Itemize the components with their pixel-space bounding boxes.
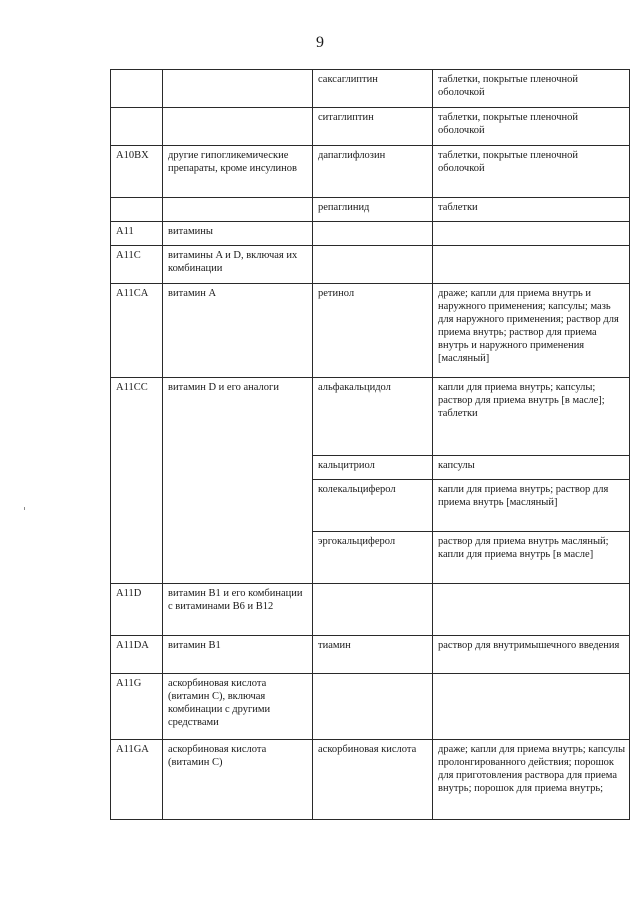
drug-name-cell: ситаглиптин — [313, 108, 433, 146]
dosage-form-cell: таблетки, покрытые пленочной оболочкой — [433, 70, 630, 108]
drug-name-cell: кальцитриол — [313, 456, 433, 480]
group-cell: аскорбиновая кислота (витамин C) — [163, 740, 313, 820]
table-row — [111, 636, 630, 674]
drug-name-cell: альфакальцидол — [313, 378, 433, 456]
group-cell: витамины — [163, 222, 313, 246]
table-row — [111, 222, 630, 246]
drug-name-cell — [313, 222, 433, 246]
table-row — [111, 108, 630, 146]
atc-code-cell: A11CA — [111, 284, 163, 378]
dosage-form-cell — [433, 246, 630, 284]
table-row — [111, 246, 630, 284]
atc-code-cell — [111, 198, 163, 222]
table-row — [111, 198, 630, 222]
atc-code-cell: A11GA — [111, 740, 163, 820]
drug-name-cell — [313, 674, 433, 740]
dosage-form-cell: драже; капли для приема внутрь и наружного применения; капсулы; мазь для наружного применения; раствор для приема внутрь; раствор для приема внутрь и наружного применения [масляный] — [433, 284, 630, 378]
table-row — [111, 378, 630, 456]
drug-name-cell: аскорбиновая кислота — [313, 740, 433, 820]
group-cell — [163, 198, 313, 222]
table-row — [111, 70, 630, 108]
dosage-form-cell: капли для приема внутрь; раствор для приема внутрь [масляный] — [433, 480, 630, 532]
group-cell: аскорбиновая кислота (витамин C), включая комбинации с другими средствами — [163, 674, 313, 740]
atc-code-cell — [111, 108, 163, 146]
group-cell: витамин B1 — [163, 636, 313, 674]
atc-code-cell — [111, 70, 163, 108]
table-row — [111, 674, 630, 740]
drug-name-cell — [313, 584, 433, 636]
drug-name-cell: дапаглифлозин — [313, 146, 433, 198]
table-row — [111, 146, 630, 198]
dosage-form-cell: таблетки — [433, 198, 630, 222]
drug-name-cell: тиамин — [313, 636, 433, 674]
scan-mark — [24, 507, 25, 510]
drug-name-cell: ретинол — [313, 284, 433, 378]
dosage-form-cell — [433, 584, 630, 636]
group-cell: витамин D и его аналоги — [163, 378, 313, 584]
atc-code-cell: A11CC — [111, 378, 163, 584]
atc-code-cell: A11G — [111, 674, 163, 740]
atc-code-cell: A11D — [111, 584, 163, 636]
table-row — [111, 584, 630, 636]
drug-table — [110, 69, 630, 820]
dosage-form-cell: таблетки, покрытые пленочной оболочкой — [433, 108, 630, 146]
group-cell: другие гипогликемические препараты, кроме инсулинов — [163, 146, 313, 198]
group-cell: витамин A — [163, 284, 313, 378]
drug-name-cell: саксаглиптин — [313, 70, 433, 108]
drug-name-cell: репаглинид — [313, 198, 433, 222]
dosage-form-cell: раствор для приема внутрь масляный; капли для приема внутрь [в масле] — [433, 532, 630, 584]
table-row — [111, 284, 630, 378]
dosage-form-cell — [433, 222, 630, 246]
dosage-form-cell: раствор для внутримышечного введения — [433, 636, 630, 674]
group-cell: витамин B1 и его комбинации с витаминами B6 и B12 — [163, 584, 313, 636]
dosage-form-cell: капсулы — [433, 456, 630, 480]
drug-name-cell — [313, 246, 433, 284]
group-cell — [163, 108, 313, 146]
atc-code-cell: A11 — [111, 222, 163, 246]
dosage-form-cell — [433, 674, 630, 740]
drug-name-cell: колекальциферол — [313, 480, 433, 532]
dosage-form-cell: капли для приема внутрь; капсулы; раствор для приема внутрь [в масле]; таблетки — [433, 378, 630, 456]
group-cell: витамины A и D, включая их комбинации — [163, 246, 313, 284]
dosage-form-cell: драже; капли для приема внутрь; капсулы пролонгированного действия; порошок для приготовления раствора для приема внутрь; порошок для приема внутрь; — [433, 740, 630, 820]
page-number: 9 — [316, 34, 324, 51]
drug-name-cell: эргокальциферол — [313, 532, 433, 584]
dosage-form-cell: таблетки, покрытые пленочной оболочкой — [433, 146, 630, 198]
table-row — [111, 740, 630, 820]
group-cell — [163, 70, 313, 108]
atc-code-cell: A11C — [111, 246, 163, 284]
atc-code-cell: A11DA — [111, 636, 163, 674]
atc-code-cell: A10BX — [111, 146, 163, 198]
